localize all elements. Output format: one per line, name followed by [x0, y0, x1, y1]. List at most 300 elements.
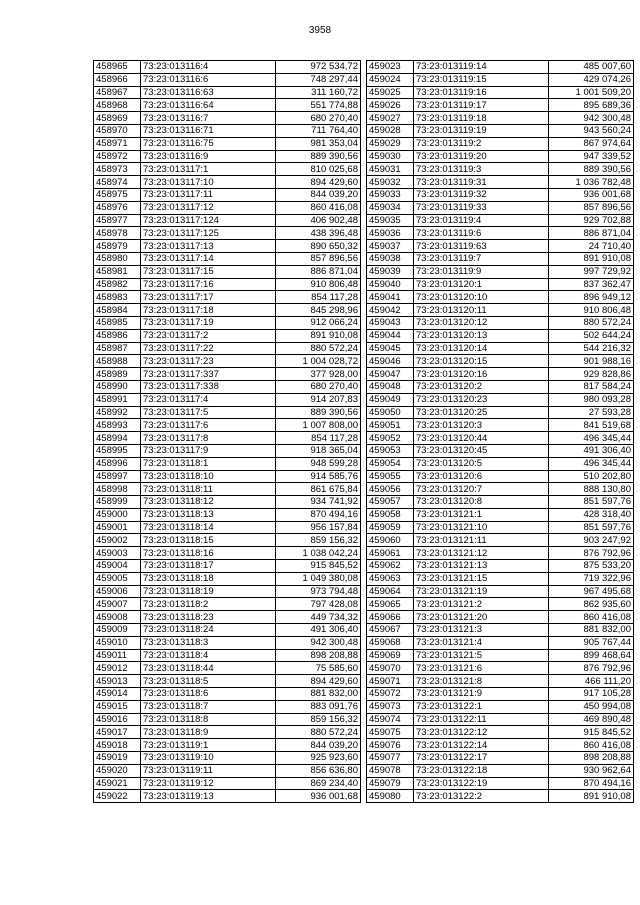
row-number-cell: 459001: [94, 521, 141, 534]
table-row: [94, 201, 361, 214]
row-number-cell: 458991: [94, 393, 141, 406]
value-cell: 881 832,00: [549, 624, 634, 637]
table-row: [367, 636, 634, 649]
row-number-cell: 459069: [367, 649, 414, 662]
cadastral-number-cell: 73:23:013119:33: [414, 201, 549, 214]
value-cell: 450 994,08: [549, 700, 634, 713]
table-row: [367, 675, 634, 688]
value-cell: 918 365,04: [276, 444, 361, 457]
row-number-cell: 459057: [367, 496, 414, 509]
value-cell: 901 988,16: [549, 355, 634, 368]
row-number-cell: 459048: [367, 380, 414, 393]
cadastral-number-cell: 73:23:013118:14: [141, 521, 276, 534]
row-number-cell: 459054: [367, 457, 414, 470]
table-row: [94, 675, 361, 688]
value-cell: 75 585,60: [276, 662, 361, 675]
value-cell: 860 416,08: [549, 739, 634, 752]
cadastral-table-right: [366, 60, 634, 803]
value-cell: 867 974,64: [549, 137, 634, 150]
value-cell: 857 896,56: [549, 201, 634, 214]
row-number-cell: 459000: [94, 508, 141, 521]
table-row: [94, 752, 361, 765]
value-cell: 817 584,24: [549, 380, 634, 393]
cadastral-number-cell: 73:23:013122:17: [414, 752, 549, 765]
cadastral-number-cell: 73:23:013121:2: [414, 598, 549, 611]
table-row: [367, 662, 634, 675]
value-cell: 438 396,48: [276, 227, 361, 240]
row-number-cell: 459030: [367, 150, 414, 163]
value-cell: 876 792,96: [549, 662, 634, 675]
cadastral-number-cell: 73:23:013120:12: [414, 316, 549, 329]
table-row: [94, 624, 361, 637]
value-cell: 886 871,04: [276, 265, 361, 278]
row-number-cell: 458977: [94, 214, 141, 227]
table-row: [367, 73, 634, 86]
table-row: [367, 713, 634, 726]
value-cell: 748 297,44: [276, 73, 361, 86]
value-cell: 948 599,28: [276, 457, 361, 470]
value-cell: 860 416,08: [276, 201, 361, 214]
table-row: [94, 240, 361, 253]
row-number-cell: 459056: [367, 483, 414, 496]
cadastral-number-cell: 73:23:013121:1: [414, 508, 549, 521]
cadastral-number-cell: 73:23:013120:11: [414, 304, 549, 317]
value-cell: 929 702,88: [549, 214, 634, 227]
value-cell: 845 298,96: [276, 304, 361, 317]
cadastral-number-cell: 73:23:013118:10: [141, 470, 276, 483]
row-number-cell: 458980: [94, 252, 141, 265]
table-row: [367, 214, 634, 227]
row-number-cell: 458975: [94, 188, 141, 201]
row-number-cell: 459032: [367, 176, 414, 189]
row-number-cell: 459045: [367, 342, 414, 355]
value-cell: 898 208,88: [549, 752, 634, 765]
cadastral-number-cell: 73:23:013119:18: [414, 112, 549, 125]
row-number-cell: 458983: [94, 291, 141, 304]
row-number-cell: 459019: [94, 752, 141, 765]
value-cell: 980 093,28: [549, 393, 634, 406]
row-number-cell: 459023: [367, 61, 414, 74]
table-row: [94, 521, 361, 534]
row-number-cell: 459041: [367, 291, 414, 304]
row-number-cell: 459014: [94, 688, 141, 701]
cadastral-number-cell: 73:23:013117:9: [141, 444, 276, 457]
row-number-cell: 459052: [367, 432, 414, 445]
cadastral-number-cell: 73:23:013120:7: [414, 483, 549, 496]
value-cell: 876 792,96: [549, 547, 634, 560]
table-row: [367, 112, 634, 125]
table-row: [94, 777, 361, 790]
cadastral-number-cell: 73:23:013117:18: [141, 304, 276, 317]
value-cell: 889 390,56: [549, 163, 634, 176]
cadastral-number-cell: 73:23:013121:19: [414, 585, 549, 598]
table-row: [367, 739, 634, 752]
table-row: [367, 688, 634, 701]
cadastral-number-cell: 73:23:013121:11: [414, 534, 549, 547]
table-row: [367, 86, 634, 99]
value-cell: 869 234,40: [276, 777, 361, 790]
cadastral-number-cell: 73:23:013116:9: [141, 150, 276, 163]
row-number-cell: 459067: [367, 624, 414, 637]
value-cell: 972 534,72: [276, 61, 361, 74]
table-row: [94, 534, 361, 547]
value-cell: 496 345,44: [549, 432, 634, 445]
cadastral-number-cell: 73:23:013118:19: [141, 585, 276, 598]
table-row: [367, 278, 634, 291]
value-cell: 870 494,16: [276, 508, 361, 521]
table-row: [94, 99, 361, 112]
cadastral-number-cell: 73:23:013119:9: [414, 265, 549, 278]
value-cell: 861 675,84: [276, 483, 361, 496]
table-row: [94, 444, 361, 457]
value-cell: 24 710,40: [549, 240, 634, 253]
cadastral-number-cell: 73:23:013119:31: [414, 176, 549, 189]
table-row: [94, 329, 361, 342]
row-number-cell: 459017: [94, 726, 141, 739]
table-row: [367, 432, 634, 445]
value-cell: 875 533,20: [549, 560, 634, 573]
value-cell: 942 300,48: [549, 112, 634, 125]
row-number-cell: 459068: [367, 636, 414, 649]
cadastral-number-cell: 73:23:013122:12: [414, 726, 549, 739]
value-cell: 925 923,60: [276, 752, 361, 765]
cadastral-number-cell: 73:23:013121:5: [414, 649, 549, 662]
row-number-cell: 459050: [367, 406, 414, 419]
value-cell: 485 007,60: [549, 61, 634, 74]
table-row: [367, 572, 634, 585]
table-row: [94, 496, 361, 509]
table-row: [367, 355, 634, 368]
value-cell: 27 593,28: [549, 406, 634, 419]
cadastral-number-cell: 73:23:013118:6: [141, 688, 276, 701]
cadastral-number-cell: 73:23:013122:14: [414, 739, 549, 752]
row-number-cell: 459015: [94, 700, 141, 713]
value-cell: 851 597,76: [549, 496, 634, 509]
cadastral-number-cell: 73:23:013119:3: [414, 163, 549, 176]
cadastral-number-cell: 73:23:013119:7: [414, 252, 549, 265]
cadastral-number-cell: 73:23:013119:12: [141, 777, 276, 790]
row-number-cell: 459046: [367, 355, 414, 368]
row-number-cell: 458999: [94, 496, 141, 509]
cadastral-number-cell: 73:23:013116:64: [141, 99, 276, 112]
cadastral-number-cell: 73:23:013119:10: [141, 752, 276, 765]
cadastral-number-cell: 73:23:013121:10: [414, 521, 549, 534]
row-number-cell: 458988: [94, 355, 141, 368]
row-number-cell: 459039: [367, 265, 414, 278]
cadastral-number-cell: 73:23:013120:5: [414, 457, 549, 470]
value-cell: 859 156,32: [276, 534, 361, 547]
value-cell: 891 910,08: [276, 329, 361, 342]
row-number-cell: 458994: [94, 432, 141, 445]
cadastral-number-cell: 73:23:013117:8: [141, 432, 276, 445]
value-cell: 1 049 380,08: [276, 572, 361, 585]
value-cell: 810 025,68: [276, 163, 361, 176]
cadastral-number-cell: 73:23:013120:14: [414, 342, 549, 355]
value-cell: 880 572,24: [276, 342, 361, 355]
table-row: [94, 560, 361, 573]
value-cell: 896 949,12: [549, 291, 634, 304]
row-number-cell: 459059: [367, 521, 414, 534]
table-row: [94, 227, 361, 240]
cadastral-number-cell: 73:23:013118:11: [141, 483, 276, 496]
value-cell: 544 216,32: [549, 342, 634, 355]
value-cell: 898 208,88: [276, 649, 361, 662]
cadastral-number-cell: 73:23:013117:5: [141, 406, 276, 419]
cadastral-number-cell: 73:23:013119:4: [414, 214, 549, 227]
table-row: [94, 700, 361, 713]
table-row: [367, 534, 634, 547]
value-cell: 496 345,44: [549, 457, 634, 470]
table-row: [367, 124, 634, 137]
cadastral-number-cell: 73:23:013117:4: [141, 393, 276, 406]
cadastral-number-cell: 73:23:013117:337: [141, 368, 276, 381]
table-row: [367, 99, 634, 112]
row-number-cell: 459073: [367, 700, 414, 713]
cadastral-number-cell: 73:23:013121:15: [414, 572, 549, 585]
table-row: [367, 176, 634, 189]
table-row: [94, 649, 361, 662]
row-number-cell: 459061: [367, 547, 414, 560]
row-number-cell: 459008: [94, 611, 141, 624]
value-cell: 936 001,68: [276, 790, 361, 803]
table-row: [94, 611, 361, 624]
row-number-cell: 459029: [367, 137, 414, 150]
table-row: [94, 380, 361, 393]
value-cell: 880 572,24: [276, 726, 361, 739]
value-cell: 510 202,80: [549, 470, 634, 483]
table-row: [94, 176, 361, 189]
table-row: [94, 713, 361, 726]
cadastral-number-cell: 73:23:013120:10: [414, 291, 549, 304]
row-number-cell: 458971: [94, 137, 141, 150]
value-cell: 917 105,28: [549, 688, 634, 701]
table-row: [367, 521, 634, 534]
row-number-cell: 458993: [94, 419, 141, 432]
value-cell: 406 902,48: [276, 214, 361, 227]
table-row: [367, 380, 634, 393]
cadastral-number-cell: 73:23:013121:12: [414, 547, 549, 560]
table-row: [367, 470, 634, 483]
table-row: [94, 393, 361, 406]
table-row: [367, 150, 634, 163]
row-number-cell: 459080: [367, 790, 414, 803]
value-cell: 854 117,28: [276, 291, 361, 304]
row-number-cell: 459027: [367, 112, 414, 125]
table-row: [94, 662, 361, 675]
value-cell: 797 428,08: [276, 598, 361, 611]
table-row: [367, 227, 634, 240]
table-row: [94, 73, 361, 86]
value-cell: 857 896,56: [276, 252, 361, 265]
table-row: [367, 419, 634, 432]
value-cell: 841 519,68: [549, 419, 634, 432]
value-cell: 711 764,40: [276, 124, 361, 137]
value-cell: 967 495,68: [549, 585, 634, 598]
value-cell: 880 572,24: [549, 316, 634, 329]
cadastral-number-cell: 73:23:013119:2: [414, 137, 549, 150]
cadastral-number-cell: 73:23:013121:20: [414, 611, 549, 624]
table-row: [94, 572, 361, 585]
value-cell: 680 270,40: [276, 112, 361, 125]
table-row: [367, 406, 634, 419]
value-cell: 891 910,08: [549, 252, 634, 265]
value-cell: 914 207,83: [276, 393, 361, 406]
cadastral-number-cell: 73:23:013118:9: [141, 726, 276, 739]
value-cell: 883 091,76: [276, 700, 361, 713]
value-cell: 889 390,56: [276, 150, 361, 163]
page-number: 3958: [308, 25, 332, 36]
cadastral-number-cell: 73:23:013122:1: [414, 700, 549, 713]
table-row: [367, 483, 634, 496]
table-row: [367, 240, 634, 253]
row-number-cell: 458967: [94, 86, 141, 99]
row-number-cell: 458998: [94, 483, 141, 496]
value-cell: 502 644,24: [549, 329, 634, 342]
row-number-cell: 458985: [94, 316, 141, 329]
value-cell: 837 362,47: [549, 278, 634, 291]
cadastral-number-cell: 73:23:013122:11: [414, 713, 549, 726]
value-cell: 894 429,60: [276, 675, 361, 688]
value-cell: 915 845,52: [549, 726, 634, 739]
cadastral-number-cell: 73:23:013121:6: [414, 662, 549, 675]
table-row: [94, 137, 361, 150]
cadastral-number-cell: 73:23:013120:25: [414, 406, 549, 419]
value-cell: 860 416,08: [549, 611, 634, 624]
row-number-cell: 459028: [367, 124, 414, 137]
row-number-cell: 458990: [94, 380, 141, 393]
row-number-cell: 459020: [94, 764, 141, 777]
row-number-cell: 459044: [367, 329, 414, 342]
table-row: [94, 61, 361, 74]
row-number-cell: 458989: [94, 368, 141, 381]
row-number-cell: 459007: [94, 598, 141, 611]
cadastral-number-cell: 73:23:013121:8: [414, 675, 549, 688]
table-row: [367, 508, 634, 521]
cadastral-number-cell: 73:23:013120:6: [414, 470, 549, 483]
row-number-cell: 459036: [367, 227, 414, 240]
value-cell: 551 774,88: [276, 99, 361, 112]
table-row: [94, 547, 361, 560]
row-number-cell: 459076: [367, 739, 414, 752]
value-cell: 1 007 808,00: [276, 419, 361, 432]
row-number-cell: 459012: [94, 662, 141, 675]
cadastral-number-cell: 73:23:013119:11: [141, 764, 276, 777]
table-row: [94, 585, 361, 598]
row-number-cell: 459004: [94, 560, 141, 573]
row-number-cell: 459025: [367, 86, 414, 99]
cadastral-number-cell: 73:23:013119:19: [414, 124, 549, 137]
value-cell: 997 729,92: [549, 265, 634, 278]
row-number-cell: 459040: [367, 278, 414, 291]
value-cell: 929 828,86: [549, 368, 634, 381]
table-row: [94, 406, 361, 419]
cadastral-number-cell: 73:23:013120:23: [414, 393, 549, 406]
table-row: [94, 598, 361, 611]
value-cell: 914 585,76: [276, 470, 361, 483]
cadastral-number-cell: 73:23:013121:9: [414, 688, 549, 701]
cadastral-number-cell: 73:23:013117:16: [141, 278, 276, 291]
row-number-cell: 458972: [94, 150, 141, 163]
table-row: [94, 86, 361, 99]
row-number-cell: 458978: [94, 227, 141, 240]
cadastral-number-cell: 73:23:013117:11: [141, 188, 276, 201]
cadastral-number-cell: 73:23:013119:14: [414, 61, 549, 74]
cadastral-number-cell: 73:23:013120:45: [414, 444, 549, 457]
table-row: [367, 304, 634, 317]
cadastral-number-cell: 73:23:013119:13: [141, 790, 276, 803]
row-number-cell: 459005: [94, 572, 141, 585]
cadastral-number-cell: 73:23:013117:1: [141, 163, 276, 176]
value-cell: 973 794,48: [276, 585, 361, 598]
table-row: [94, 291, 361, 304]
cadastral-number-cell: 73:23:013119:32: [414, 188, 549, 201]
cadastral-number-cell: 73:23:013116:4: [141, 61, 276, 74]
value-cell: 680 270,40: [276, 380, 361, 393]
cadastral-number-cell: 73:23:013118:13: [141, 508, 276, 521]
value-cell: 881 832,00: [276, 688, 361, 701]
value-cell: 491 306,40: [276, 624, 361, 637]
cadastral-number-cell: 73:23:013119:17: [414, 99, 549, 112]
table-row: [367, 700, 634, 713]
table-row: [94, 739, 361, 752]
table-row: [367, 496, 634, 509]
row-number-cell: 459065: [367, 598, 414, 611]
table-row: [367, 201, 634, 214]
row-number-cell: 459064: [367, 585, 414, 598]
cadastral-number-cell: 73:23:013117:14: [141, 252, 276, 265]
cadastral-number-cell: 73:23:013120:13: [414, 329, 549, 342]
value-cell: 449 734,32: [276, 611, 361, 624]
row-number-cell: 459003: [94, 547, 141, 560]
value-cell: 491 306,40: [549, 444, 634, 457]
table-row: [94, 688, 361, 701]
table-row: [367, 598, 634, 611]
value-cell: 428 318,40: [549, 508, 634, 521]
row-number-cell: 458976: [94, 201, 141, 214]
cadastral-number-cell: 73:23:013120:1: [414, 278, 549, 291]
row-number-cell: 459066: [367, 611, 414, 624]
table-row: [94, 432, 361, 445]
table-row: [367, 611, 634, 624]
cadastral-number-cell: 73:23:013119:1: [141, 739, 276, 752]
value-cell: 942 300,48: [276, 636, 361, 649]
cadastral-number-cell: 73:23:013119:16: [414, 86, 549, 99]
table-row: [94, 764, 361, 777]
table-row: [94, 508, 361, 521]
row-number-cell: 458982: [94, 278, 141, 291]
cadastral-number-cell: 73:23:013120:3: [414, 419, 549, 432]
value-cell: 856 636,80: [276, 764, 361, 777]
value-cell: 910 806,48: [549, 304, 634, 317]
table-row: [94, 457, 361, 470]
cadastral-number-cell: 73:23:013120:2: [414, 380, 549, 393]
cadastral-number-cell: 73:23:013118:15: [141, 534, 276, 547]
row-number-cell: 459002: [94, 534, 141, 547]
table-row: [94, 355, 361, 368]
row-number-cell: 458992: [94, 406, 141, 419]
value-cell: 862 935,60: [549, 598, 634, 611]
row-number-cell: 458997: [94, 470, 141, 483]
row-number-cell: 459013: [94, 675, 141, 688]
cadastral-number-cell: 73:23:013118:44: [141, 662, 276, 675]
table-row: [367, 790, 634, 803]
table-row: [367, 393, 634, 406]
table-row: [94, 252, 361, 265]
value-cell: 981 353,04: [276, 137, 361, 150]
row-number-cell: 458986: [94, 329, 141, 342]
cadastral-number-cell: 73:23:013117:338: [141, 380, 276, 393]
row-number-cell: 459042: [367, 304, 414, 317]
